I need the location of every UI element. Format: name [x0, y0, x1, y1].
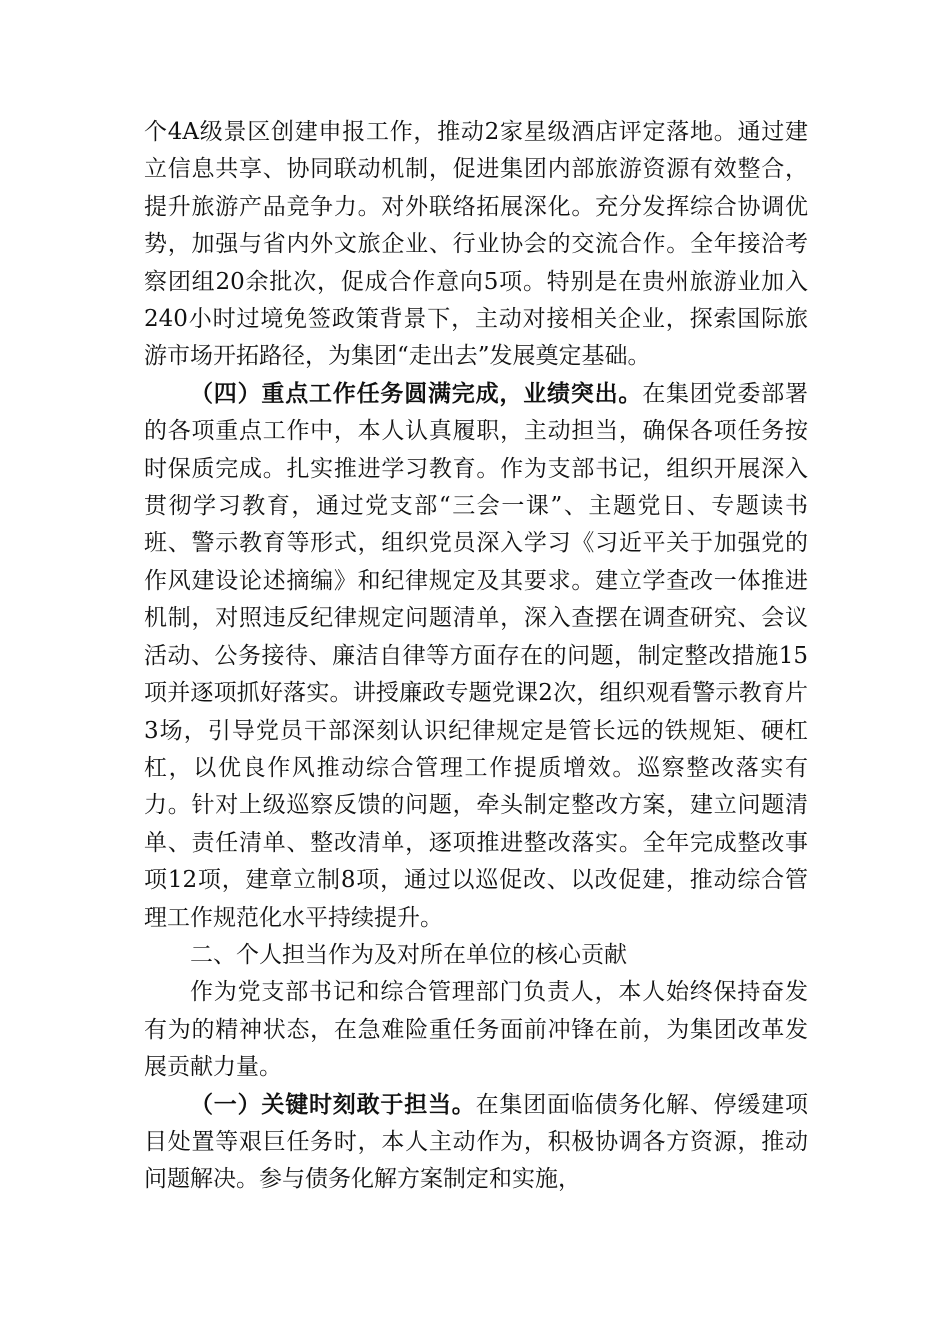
paragraph-tourism-cont: 个4A级景区创建申报工作，推动2家星级酒店评定落地。通过建立信息共享、协同联动机制，促进集团内部旅游资源有效整合，提升旅游产品竞争力。对外联络拓展深化。充分发挥综合协调优势，加强与省内外文旅企业、行业协会的交流合作。全年接洽考察团组20余批次，促成合作意向5项。特别是在贵州旅游业加入240小时过境免签政策背景下，主动对接相关企业，探索国际旅游市场开拓路径，为集团“走出去”发展奠定基础。	[144, 119, 808, 370]
paragraph-body-key-tasks: 在集团党委部署的各项重点工作中，本人认真履职，主动担当，确保各项任务按时保质完成。扎实推进学习教育。作为支部书记，组织开展深入贯彻学习教育，通过党支部“三会一课”、主题党日、专题读书班、警示教育等形式，组织党员深入学习《习近平关于加强党的作风建设论述摘编》和纪律规定及其要求。建立学查改一体推进机制，对照违反纪律规定问题清单，深入查摆在调查研究、会议活动、公务接待、廉洁自律等方面存在的问题，制定整改措施15项并逐项抓好落实。讲授廉政专题党课2次，组织观看警示教育片3场，引导党员干部深刻认识纪律规定是管长远的铁规矩、硬杠杠，以优良作风推动综合管理工作提质增效。巡察整改落实有力。针对上级巡察反馈的问题，牵头制定整改方案，建立问题清单、责任清单、整改清单，逐项推进整改落实。全年完成整改事项12项，建章立制8项，通过以巡促改、以改促建，推动综合管理工作规范化水平持续提升。	[144, 380, 809, 931]
paragraph-section2-intro: 作为党支部书记和综合管理部门负责人，本人始终保持奋发有为的精神状态，在急难险重任务面前冲锋在前，为集团改革发展贡献力量。	[144, 979, 808, 1081]
section-heading-2: 二、个人担当作为及对所在单位的核心贡献	[190, 941, 627, 968]
paragraph-lead-key-tasks: （四）重点工作任务圆满完成，业绩突出。	[190, 380, 643, 407]
document-body	[144, 114, 808, 1199]
paragraph-lead-critical-moments: （一）关键时刻敢于担当。	[190, 1091, 476, 1118]
paragraph-body-critical-moments: 在集团面临债务化解、停缓建项目处置等艰巨任务时，本人主动作为，积极协调各方资源，推动问题解决。参与债务化解方案制定和实施，	[144, 1091, 809, 1193]
paragraph-key-tasks	[144, 376, 808, 937]
paragraph-critical-moments	[144, 1087, 808, 1199]
